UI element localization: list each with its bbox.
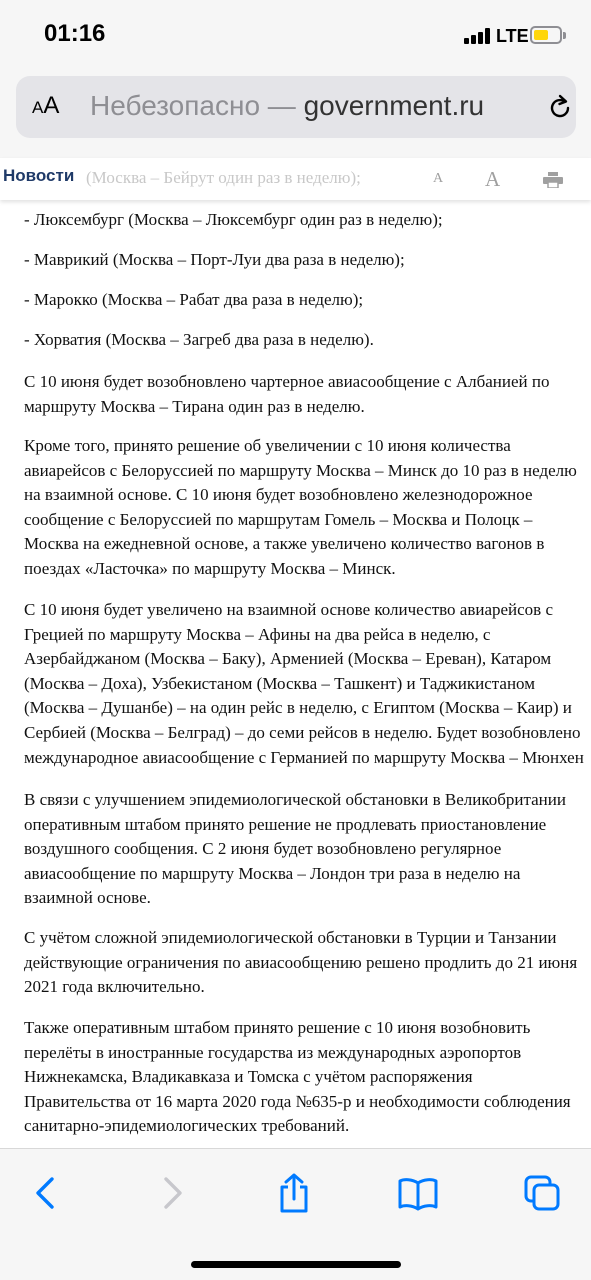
text-line: поездах «Ласточка» по маршруту Москва – Минск.: [24, 558, 396, 578]
insecure-label: Небезопасно —: [90, 90, 296, 121]
back-icon[interactable]: [26, 1173, 66, 1213]
tabs-icon[interactable]: [522, 1173, 562, 1213]
news-section-link[interactable]: Новости: [3, 166, 75, 185]
cellular-signal-icon: [464, 28, 492, 44]
site-sticky-header: [0, 158, 591, 200]
text-line: сообщение с Белоруссией по маршрутам Гомель – Москва и Полоцк –: [24, 509, 533, 529]
browser-toolbar: [0, 1148, 591, 1280]
url-domain: government.ru: [303, 90, 485, 121]
text-line: (Москва – Доха), Узбекистаном (Москва – Ташкент) и Таджикистаном: [24, 673, 535, 693]
paragraph-flights-increase: [24, 598, 584, 770]
browser-address-area: [0, 72, 591, 158]
text-line: Нижнекамска, Владикавказа и Томска с учётом распоряжения: [24, 1067, 473, 1087]
status-bar: [0, 0, 591, 72]
text-line: (Москва – Душанбе) – на один рейс в неделю, с Египтом (Москва – Каир) и: [24, 698, 572, 718]
text-line: авиарейсов с Белоруссией по маршруту Москва – Минск до 10 раз в неделю: [24, 460, 577, 480]
text-line: взаимной основе.: [24, 888, 151, 908]
list-item: - Люксембург (Москва – Люксембург один раз в неделю);: [24, 210, 443, 229]
text-line: перелёты в иностранные государства из международных аэропортов: [24, 1042, 522, 1062]
text-line: маршруту Москва – Тирана один раз в неделю.: [24, 396, 365, 416]
text-line: Также оперативным штабом принято решение с 10 июня возобновить: [24, 1018, 531, 1037]
text-line: действующие ограничения по авиасообщению решено продлить до 21 июня: [24, 952, 578, 972]
print-icon[interactable]: [543, 172, 563, 188]
url-field[interactable]: [90, 90, 520, 124]
decrease-font-button[interactable]: A: [433, 171, 444, 186]
text-line: С 10 июня будет увеличено на взаимной основе количество авиарейсов с: [24, 600, 554, 619]
text-line: 2021 года включительно.: [24, 977, 205, 997]
paragraph-uk: [24, 788, 566, 911]
text-line: воздушного сообщения. С 2 июня будет возобновлено регулярное: [24, 839, 502, 859]
share-icon[interactable]: [274, 1173, 314, 1213]
network-type: LTE: [496, 26, 529, 46]
paragraph-airports: [24, 1016, 571, 1139]
text-line: Правительства от 16 марта 2020 года №635-р и необходимости соблюдения: [24, 1091, 571, 1111]
text-line: Грецией по маршруту Москва – Афины на два рейса в неделю, с: [24, 624, 491, 644]
text-line: авиасообщение по маршруту Москва – Лондон три раза в неделю на: [24, 863, 521, 883]
text-size-button[interactable]: AA: [32, 92, 60, 119]
text-line: международное авиасообщение с Германией по маршруту Москва – Мюнхен: [24, 747, 584, 767]
text-line: санитарно-эпидемиологических требований.: [24, 1116, 350, 1136]
list-item: - Маврикий (Москва – Порт-Луи два раза в неделю);: [24, 250, 405, 269]
home-indicator[interactable]: [191, 1261, 401, 1268]
increase-font-button[interactable]: A: [485, 167, 501, 191]
status-time: 01:16: [44, 20, 106, 47]
scrolled-text-behind-header: (Москва – Бейрут один раз в неделю);: [86, 168, 361, 187]
text-line: С 10 июня будет возобновлено чартерное авиасообщение с Албанией по: [24, 372, 550, 391]
forward-icon[interactable]: [152, 1173, 192, 1213]
list-item: - Хорватия (Москва – Загреб два раза в неделю).: [24, 330, 374, 349]
battery-cap: [563, 32, 566, 39]
text-line: Сербией (Москва – Белград) – до семи рейсов в неделю. Будет возобновлено: [24, 722, 581, 742]
paragraph-belarus: [24, 434, 577, 582]
text-line: на взаимной основе. С 10 июня будет возобновлено железнодорожное: [24, 485, 533, 505]
list-item: - Марокко (Москва – Рабат два раза в неделю);: [24, 290, 364, 309]
reload-icon[interactable]: [546, 94, 574, 122]
text-line: С учётом сложной эпидемиологической обстановки в Турции и Танзании: [24, 928, 557, 947]
battery-icon: [530, 26, 562, 44]
paragraph-turkey-tanzania: [24, 926, 577, 1000]
address-bar[interactable]: [16, 76, 576, 138]
bookmarks-icon[interactable]: [398, 1173, 438, 1213]
text-line: В связи с улучшением эпидемиологической обстановки в Великобритании: [24, 790, 566, 809]
text-line: оперативным штабом принято решение не продлевать приостановление: [24, 814, 547, 834]
text-line: Кроме того, принято решение об увеличении с 10 июня количества: [24, 436, 511, 455]
paragraph-albania: [24, 370, 549, 419]
text-line: Москва на ежедневной основе, а также увеличено количество вагонов в: [24, 534, 545, 554]
text-line: Азербайджаном (Москва – Баку), Арменией (Москва – Ереван), Катаром: [24, 649, 552, 669]
